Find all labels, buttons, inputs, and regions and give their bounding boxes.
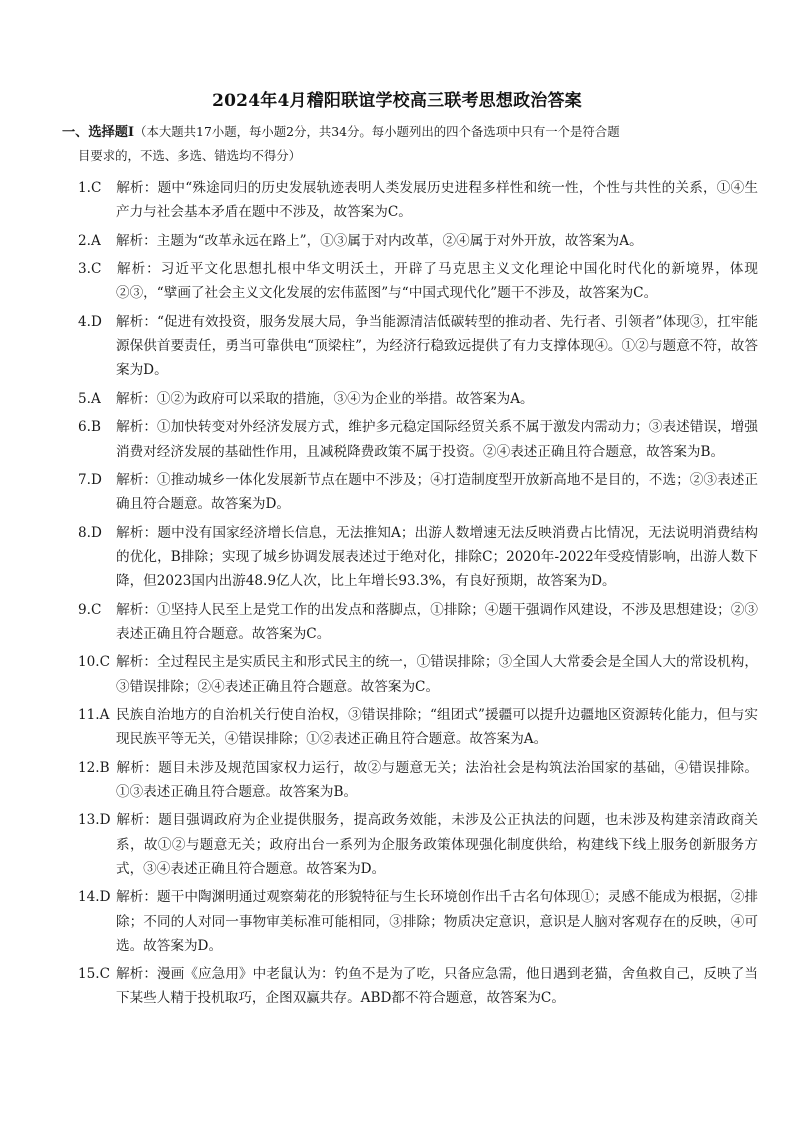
answer-number: 14.D — [78, 889, 111, 906]
section-note-continued: 目要求的，不选、多选、错选均不得分） — [78, 148, 302, 163]
answer-explanation: 解析：题目强调政府为企业提供服务，提高政务效能，未涉及公正执法的问题，也未涉及构建亲清政商关系，故①②与题意无关；政府出台一系列为企服务政策体现强化制度供给，构建线下线上服务创新服务方式，③④表述正确且符合题意。故答案为D。 — [116, 812, 758, 877]
answer-number: 9.C — [78, 601, 102, 618]
answer-item — [78, 650, 758, 698]
answer-number: 3.C — [78, 261, 102, 278]
answer-explanation: 民族自治地方的自治机关行使自治权，③错误排除；“组团式”援疆可以提升边疆地区资源转化能力，但与实现民族平等无关，④错误排除；①②表述正确且符合题意。故答案为A。 — [116, 707, 758, 748]
answer-number: 5.A — [78, 390, 101, 407]
answer-item — [78, 885, 758, 958]
answer-explanation: 解析：漫画《应急用》中老鼠认为：钓鱼不是为了吃，只备应急需，他日遇到老猫，舍鱼救自己，反映了当下某些人精于投机取巧，企图双赢共存。ABD都不符合题意，故答案为C。 — [116, 966, 758, 1007]
answer-explanation: 解析：题中没有国家经济增长信息，无法推知A；出游人数增速无法反映消费占比情况，无法说明消费结构的优化，B排除；实现了城乡协调发展表述过于绝对化，排除C；2020年-2022年受疫情影响，出游人数下降，但2023国内出游48.9亿人次，比上年增长93.3%，有良好预期，故答案为D。 — [116, 524, 758, 590]
page-title: 2024年4月稽阳联谊学校高三联考思想政治答案 — [212, 91, 582, 111]
answer-item — [78, 962, 758, 1010]
answer-number: 12.B — [78, 759, 110, 776]
answer-number: 4.D — [78, 313, 102, 330]
answer-number: 1.C — [78, 180, 102, 196]
answer-number: 7.D — [78, 472, 102, 489]
answer-item — [78, 387, 758, 411]
answer-explanation: 解析：①推动城乡一体化发展新节点在题中不涉及；④打造制度型开放新高地不是目的，不选；②③表述正确且符合题意。故答案为D。 — [116, 472, 758, 513]
answer-explanation: 解析：①坚持人民至上是党工作的出发点和落脚点，①排除；④题干强调作风建设，不涉及思想建设；②③表述正确且符合题意。故答案为C。 — [116, 601, 758, 642]
answer-explanation: 解析：题中“殊途同归的历史发展轨迹表明人类发展历史进程多样性和统一性，个性与共性的关系，①④生产力与社会基本矛盾在题中不涉及，故答案为C。 — [116, 180, 758, 221]
answer-explanation: 解析：全过程民主是实质民主和形式民主的统一，①错误排除；③全国人大常委会是全国人大的常设机构，③错误排除；②④表述正确且符合题意。故答案为C。 — [116, 654, 758, 695]
answer-item — [78, 468, 758, 516]
answer-item — [78, 176, 758, 224]
answer-explanation: 解析：主题为“改革永远在路上”，①③属于对内改革，②④属于对外开放，故答案为A。 — [116, 232, 643, 249]
answer-explanation: 解析：习近平文化思想扎根中华文明沃土，开辟了马克思主义文化理论中国化时代化的新境界，体现②③，“擘画了社会主义文化发展的宏伟蓝图”与“中国式现代化”题干不涉及，故答案为C。 — [116, 261, 758, 302]
answer-number: 10.C — [78, 654, 111, 671]
answer-explanation: 解析：题目未涉及规范国家权力运行，故②与题意无关；法治社会是构筑法治国家的基础，④错误排除。①③表述正确且符合题意。故答案为B。 — [116, 759, 758, 800]
section-header — [62, 120, 752, 167]
answer-item — [78, 756, 758, 804]
answer-item — [78, 598, 758, 646]
answer-item — [78, 521, 758, 594]
section-heading: 一、选择题Ⅰ — [62, 125, 135, 140]
answer-explanation: 解析：①②为政府可以采取的措施，③④为企业的举措。故答案为A。 — [116, 390, 534, 407]
answer-number: 2.A — [78, 232, 101, 249]
answer-item — [78, 310, 758, 383]
answer-number: 8.D — [78, 524, 102, 541]
answer-item — [78, 257, 758, 305]
answer-item — [78, 229, 758, 253]
section-note: （本大题共17小题，每小题2分，共34分。每小题列出的四个备选项中只有一个是符合题 — [134, 124, 620, 139]
answer-list — [78, 176, 758, 1015]
answer-explanation: 解析：①加快转变对外经济发展方式，维护多元稳定国际经贸关系不属于激发内需动力；③表述错误，增强消费对经济发展的基础性作用，且减税降费政策不属于投资。②④表述正确且符合题意，故答案为B。 — [116, 419, 758, 460]
answer-number: 15.C — [78, 966, 111, 983]
answer-item — [78, 415, 758, 463]
answer-explanation: 解析：题干中陶渊明通过观察菊花的形貌特征与生长环境创作出千古名句体现①；灵感不能成为根据，②排除；不同的人对同一事物审美标准可能相同，③排除；物质决定意识，意识是人脑对客观存在的反映，④可选。故答案为D。 — [116, 889, 758, 954]
answer-explanation: 解析：“促进有效投资，服务发展大局，争当能源清洁低碳转型的推动者、先行者、引领者”体现③，扛牢能源保供首要责任，勇当可靠供电“顶梁柱”，为经济行稳致远提供了有力支撑体现④。①②与题意不符，故答案为D。 — [116, 313, 758, 379]
answer-number: 6.B — [78, 419, 101, 436]
answer-item — [78, 808, 758, 881]
answer-number: 13.D — [78, 812, 111, 829]
answer-number: 11.A — [78, 707, 110, 724]
answer-item — [78, 703, 758, 751]
